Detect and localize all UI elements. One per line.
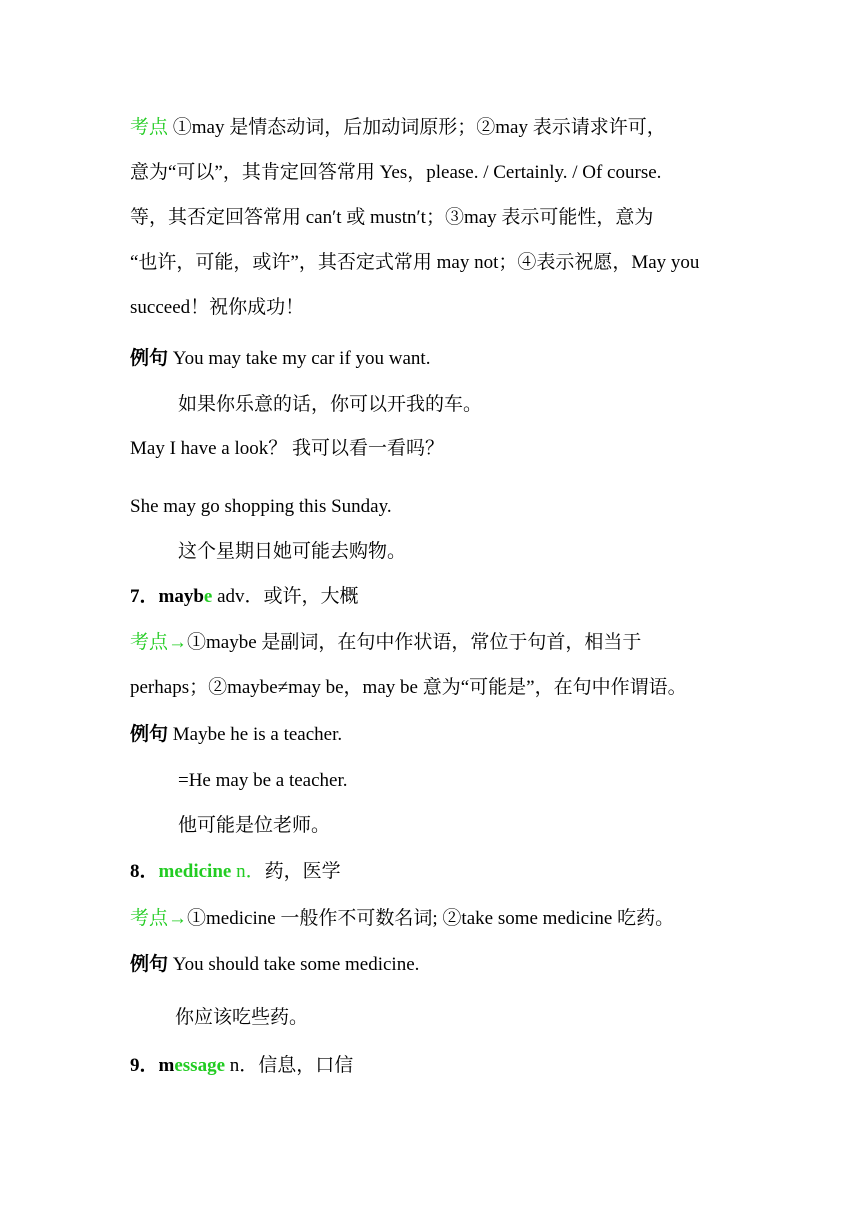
headword: m <box>158 1055 175 1076</box>
sec9-heading: 9．message n．信息，口信 <box>130 1055 354 1076</box>
sec7-line-1: 考点→①maybe 是副词，在句中作状语，常位于句首，相当于 <box>130 632 642 653</box>
sec1-line-3: 等，其否定回答常用 can′t 或 mustn′t；③may 表示可能性，意为 <box>130 207 654 228</box>
sec8-line-1: 考点→①medicine 一般作不可数名词; ②take some medicine 吃药。 <box>130 908 675 929</box>
kaodian-label: 考点 <box>130 117 169 138</box>
kaodian-label: 考点→ <box>130 632 188 653</box>
headword: mayb <box>158 586 204 607</box>
sec1-example-1: 例句 You may take my car if you want. <box>130 348 431 369</box>
headword: medicine <box>158 861 232 882</box>
sec1-example-2: May I have a look？ 我可以看一看吗？ <box>130 438 444 459</box>
sec8-example-1: 例句 You should take some medicine. <box>130 954 420 975</box>
sec8-example-cn: 你应该吃些药。 <box>175 1007 309 1028</box>
sec1-line-5: succeed！祝你成功！ <box>130 297 305 318</box>
liju-label: 例句 <box>130 348 169 369</box>
sec7-line-2: perhaps；②maybe≠may be，may be 意为“可能是”，在句中作谓语。 <box>130 677 687 698</box>
sec7-example-2: =He may be a teacher. <box>178 770 348 791</box>
sec1-example-3-cn: 这个星期日她可能去购物。 <box>178 541 407 562</box>
sec1-line-4: “也许，可能，或许”，其否定式常用 may not；④表示祝愿，May you <box>130 252 700 273</box>
sec8-heading: 8．medicine n．药，医学 <box>130 861 341 882</box>
sec1-example-3: She may go shopping this Sunday. <box>130 496 392 517</box>
liju-label: 例句 <box>130 954 169 975</box>
liju-label: 例句 <box>130 724 169 745</box>
sec1-example-1-cn: 如果你乐意的话，你可以开我的车。 <box>178 394 483 415</box>
sec7-example-cn: 他可能是位老师。 <box>178 815 331 836</box>
sec1-line-1: 考点 ①may 是情态动词，后加动词原形；②may 表示请求许可， <box>130 117 666 138</box>
sec7-heading: 7．maybe adv．或许，大概 <box>130 586 359 607</box>
sec1-line-2: 意为“可以”，其肯定回答常用 Yes，please. / Certainly. / Of course. <box>130 162 662 183</box>
kaodian-label: 考点→ <box>130 908 188 929</box>
sec7-example-1: 例句 Maybe he is a teacher. <box>130 724 343 745</box>
